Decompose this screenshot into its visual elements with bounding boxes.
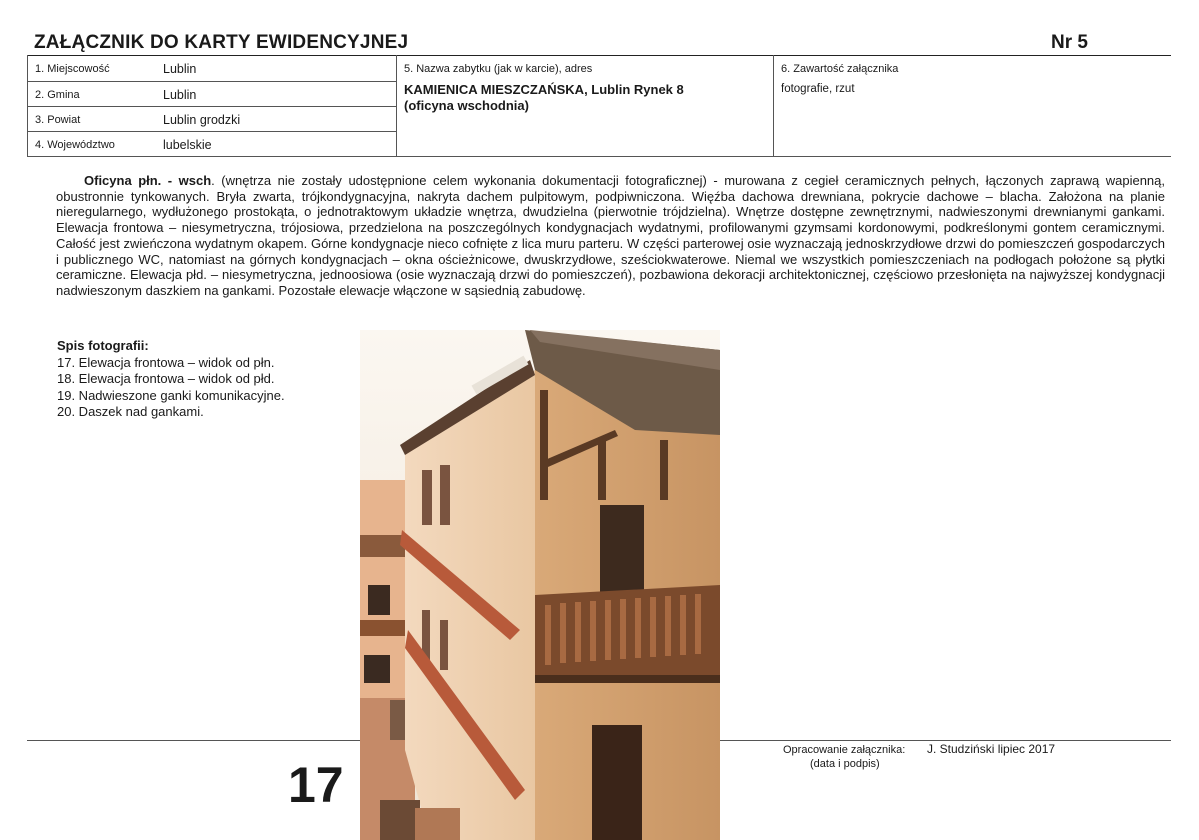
footer-label: Opracowanie załącznika: <box>783 744 906 756</box>
field-label-zawartosc: 6. Zawartość załącznika <box>781 63 899 75</box>
field-label-miejscowosc: 1. Miejscowość <box>35 63 110 75</box>
table-top-border <box>27 55 1171 56</box>
field-value-nazwa-line1: KAMIENICA MIESZCZAŃSKA, Lublin Rynek 8 <box>404 82 684 97</box>
photo-list-item: 19. Nadwieszone ganki komunikacyjne. <box>57 387 285 403</box>
row-divider-3 <box>27 131 396 132</box>
table-divider-2 <box>773 55 774 157</box>
field-label-wojewodztwo: 4. Województwo <box>35 139 115 151</box>
footer-author: J. Studziński lipiec 2017 <box>927 742 1056 756</box>
document-title: ZAŁĄCZNIK DO KARTY EWIDENCYJNEJ <box>34 32 409 53</box>
field-value-nazwa-line2: (oficyna wschodnia) <box>404 98 529 113</box>
table-divider-1 <box>396 55 397 157</box>
photo-list-item: 18. Elewacja frontowa – widok od płd. <box>57 371 275 386</box>
field-value-zawartosc: fotografie, rzut <box>781 83 855 95</box>
field-label-gmina: 2. Gmina <box>35 89 80 101</box>
field-value-gmina: Lublin <box>163 88 197 102</box>
row-divider-2 <box>27 106 396 107</box>
photo-list-heading: Spis fotografii: <box>57 338 149 353</box>
field-label-powiat: 3. Powiat <box>35 114 81 126</box>
photo-list-item: 20. Daszek nad gankami. <box>57 404 204 419</box>
field-label-nazwa: 5. Nazwa zabytku (jak w karcie), adres <box>404 63 593 75</box>
table-bottom-border <box>27 156 1171 157</box>
footer-line-left <box>27 740 360 741</box>
photo-list <box>57 338 285 421</box>
row-divider-1 <box>27 81 396 82</box>
field-value-powiat: Lublin grodzki <box>163 113 241 127</box>
field-value-miejscowosc: Lublin <box>163 62 197 76</box>
description-lead: Oficyna płn. - wsch <box>84 173 212 188</box>
attachment-number: Nr 5 <box>1051 32 1088 53</box>
photo-number: 17 <box>288 757 344 813</box>
building-photograph <box>360 330 720 840</box>
footer-sublabel: (data i podpis) <box>810 758 880 770</box>
description-text: . (wnętrza nie zostały udostępnione celem wykonania dokumentacji fotograficznej) - murowana z cegieł ceramicznych pełnych, łączonych zaprawą wapienną, obustronnie tynkowanych. Bryła zwarta, trójkondygnacyjna, nakryta dachem pulpitowym, podpiwniczona. Więźba dachowa drewniana, pokrycie dachowe – blacha. Założona na planie nieregularnego, wydłużonego prostokąta, o jednotraktowym układzie wnętrza, dwudzielna (pierwotnie trójdzielna). Wnętrze dostępne zewnętrznymi, nadwieszonymi drewnianymi gankami. Elewacja frontowa – niesymetryczna, trójosiowa, przedzielona na poszczególnych kondygnacjach wydatnymi, profilowanymi gzymsami kordonowymi, podkreślonymi gontem ceramicznymi. Całość jest zwieńczona wydatnym okapem. Górne kondygnacje nieco cofnięte z lica muru parteru. W części parterowej osie wyznaczają jednoskrzydłowe drzwi do pomieszczeń gospodarczych i publicznego WC, natomiast na górnych kondygnacjach – okna ościeżnicowe, dwuskrzydłowe, sześciokwaterowe. Niemal we wszystkich pomieszczeniach na podłogach położone są płytki ceramiczne. Elewacja płd. – niesymetryczna, jednoosiowa (osie wyznaczają drzwi do pomieszczeń), pozbawiona dekoracji architektonicznej, częściowo przesłonięta na najwyższej kondygnacji nadwieszonym daszkiem na gankami. Pozostałe elewacje włączone w sąsiednią zabudowę. <box>56 173 1166 298</box>
description-paragraph <box>56 173 1165 299</box>
footer-line-right <box>720 740 1171 741</box>
field-value-wojewodztwo: lubelskie <box>163 138 212 152</box>
photo-list-item: 17. Elewacja frontowa – widok od płn. <box>57 354 275 370</box>
